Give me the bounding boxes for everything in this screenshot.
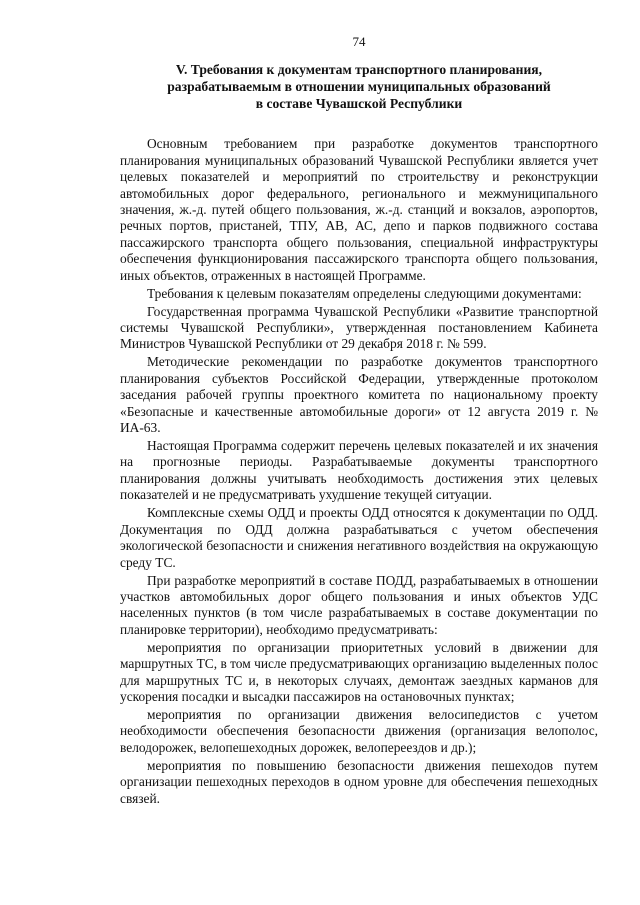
paragraph-podd-measures: При разработке мероприятий в составе ПОДД, разрабатываемых в отношении участков автомобильных дорог общего пользования и иных объектов УДС населенных пунктов (в том числе разрабатываемых в составе документации по планировке территории), необходимо предусматривать: [120, 572, 598, 637]
body-text [120, 136, 598, 807]
paragraph-state-program: Государственная программа Чувашской Республики «Развитие транспортной системы Чувашской Республики», утвержденная постановлением Кабинета Министров Чувашской Республики от 29 декабря 2018 г. № 599. [120, 303, 598, 352]
section-heading-line: разрабатываемым в отношении муниципальных образований [167, 78, 551, 94]
paragraph-main-requirement: Основным требованием при разработке документов транспортного планирования муниципальных образований Чувашской Республики является учет целевых показателей и мероприятий по строительству и реконструкции автомобильных дорог федерального, регионального и межмуниципального значения, ж.-д. путей общего пользования, ж.-д. станций и вокзалов, аэропортов, речных портов, пристаней, ТПУ, АВ, АС, депо и парков подвижного состава пассажирского транспорта общего пользования, специальной инфраструктуры обеспечения функционирования пассажирского транспорта общего пользования, иных объектов, отраженных в настоящей Программе. [120, 136, 598, 283]
paragraph-methodical-recommendations: Методические рекомендации по разработке документов транспортного планирования субъектов Российской Федерации, утвержденные протоколом заседания рабочей группы проектного комитета по национальному проекту «Безопасные и качественные автомобильные дороги» от 12 августа 2019 г. № ИА-63. [120, 354, 598, 436]
page-number: 74 [352, 34, 366, 49]
section-heading-line: V. Требования к документам транспортного планирования, [175, 62, 543, 77]
paragraph-program-indicators: Настоящая Программа содержит перечень целевых показателей и их значения на прогнозные периоды. Разрабатываемые документы транспортного планирования должны учитывать необходимость достижения этих целевых показателей и не предусматривать ухудшение текущей ситуации. [120, 438, 598, 503]
section-heading-line: в составе Чувашской Республики [255, 95, 463, 111]
paragraph-target-requirements: Требования к целевым показателям определены следующими документами: [147, 285, 582, 301]
paragraph-odd-schemes: Комплексные схемы ОДД и проекты ОДД относятся к документации по ОДД. Документация по ОДД должна разрабатываться с учетом обеспечения экологической безопасности и снижения негативного воздействия на окружающую среду ТС. [120, 505, 598, 570]
list-item-pedestrians: мероприятия по повышению безопасности движения пешеходов путем организации пешеходных переходов в одном уровне для обеспечения пешеходных связей. [120, 757, 598, 806]
list-item-route-vehicles: мероприятия по организации приоритетных условий в движении для маршрутных ТС, в том числе предусматривающих организацию выделенных полос для маршрутных ТС и, в некоторых случаях, демонтаж заездных карманов для ускорения посадки и высадки пассажиров на остановочных пунктах; [120, 639, 598, 704]
section-heading [120, 62, 598, 112]
list-item-cyclists: мероприятия по организации движения велосипедистов с учетом необходимости обеспечения безопасности движения (организация велополос, велодорожек, велопешеходных дорожек, велопереездов и др.); [120, 706, 598, 755]
